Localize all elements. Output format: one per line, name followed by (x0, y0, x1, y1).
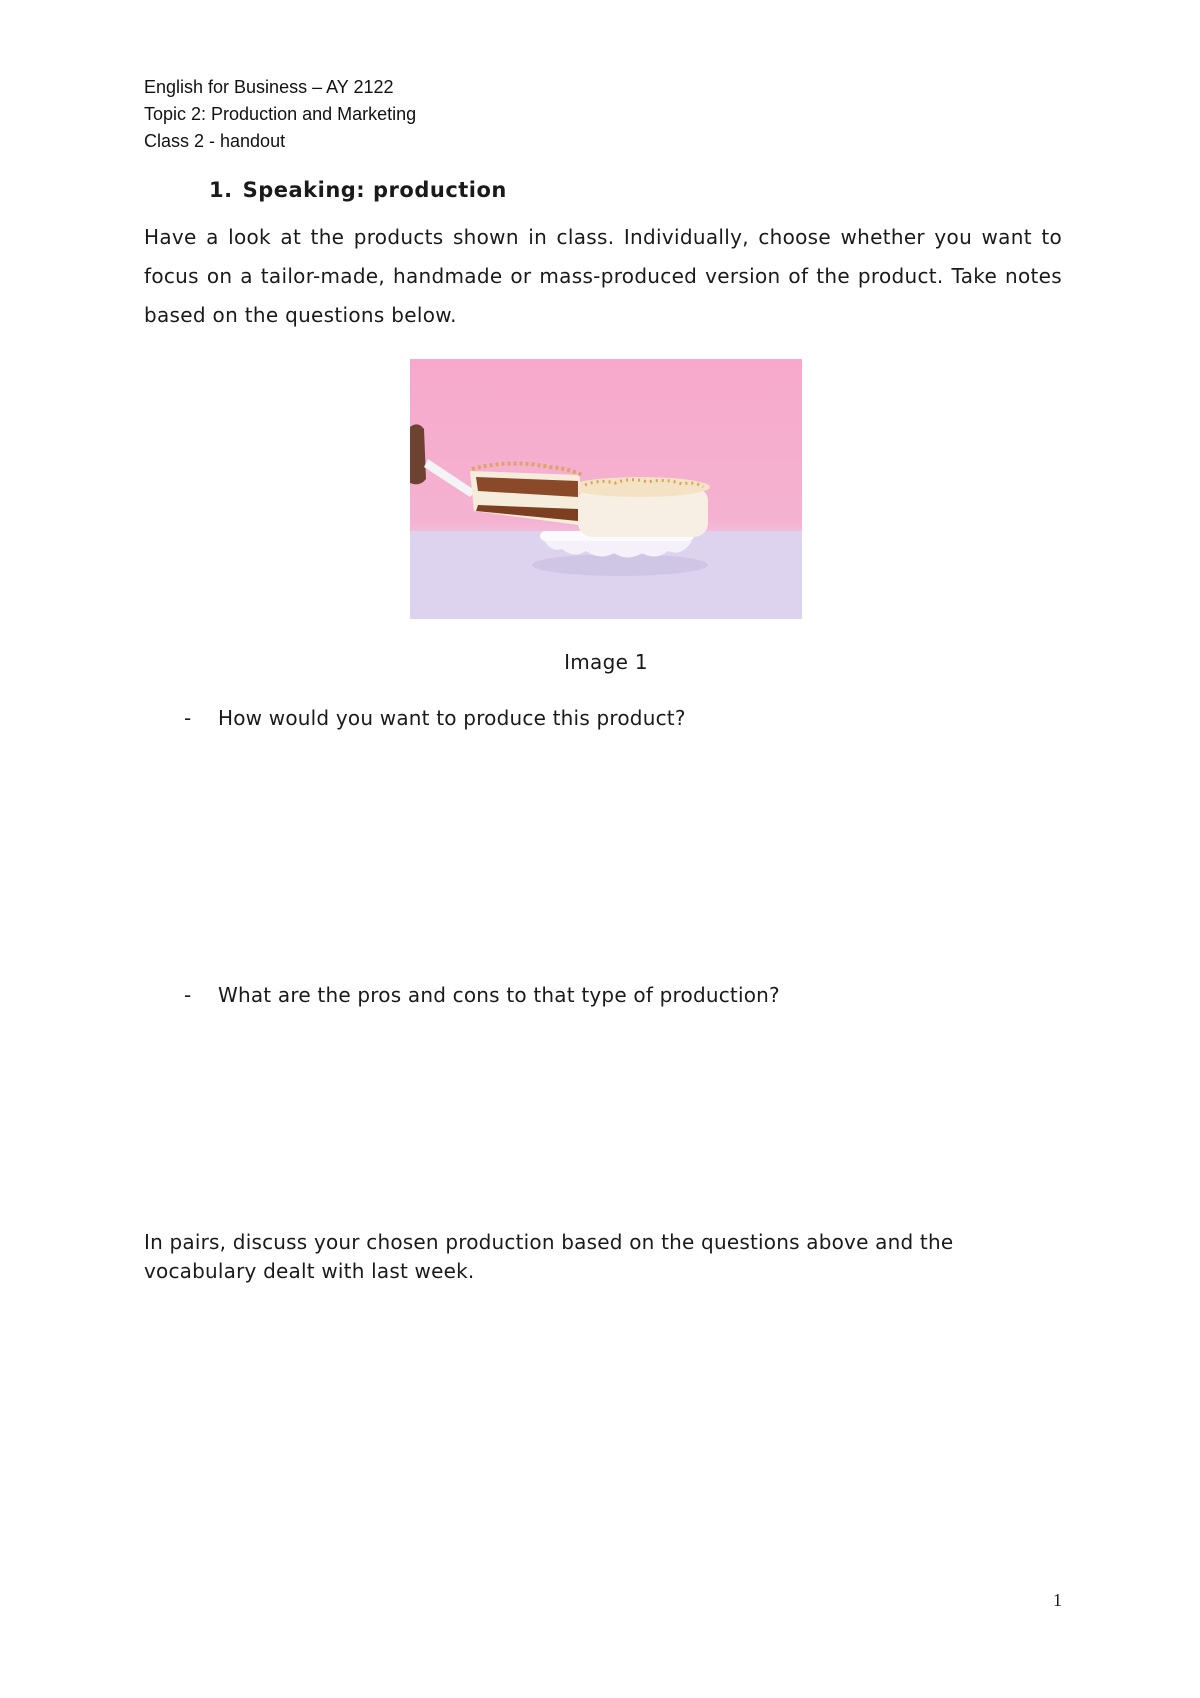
question-text: How would you want to produce this product? (218, 706, 686, 730)
section-number: 1. (209, 178, 233, 202)
bullet-dash: - (184, 706, 192, 730)
question-1 (184, 706, 686, 730)
pairs-instruction: In pairs, discuss your chosen production based on the questions above and the vocabulary dealt with last week. (144, 1230, 954, 1283)
document-header (144, 74, 416, 155)
question-2 (184, 983, 780, 1007)
question-text: What are the pros and cons to that type of production? (218, 983, 780, 1007)
section-heading (209, 178, 507, 202)
course-title: English for Business – AY 2122 (144, 77, 394, 97)
page-number: 1 (1053, 1590, 1062, 1610)
intro-paragraph: Have a look at the products shown in class. Individually, choose whether you want to focus on a tailor-made, handmade or mass-produced version of the product. Take notes based on the questions below. (144, 225, 1062, 327)
bullet-dash: - (184, 983, 192, 1007)
image-caption: Image 1 (564, 650, 648, 674)
cake-image (410, 359, 802, 619)
section-title: Speaking: production (242, 178, 507, 202)
topic-title: Topic 2: Production and Marketing (144, 104, 417, 124)
class-label: Class 2 - handout (144, 131, 286, 151)
